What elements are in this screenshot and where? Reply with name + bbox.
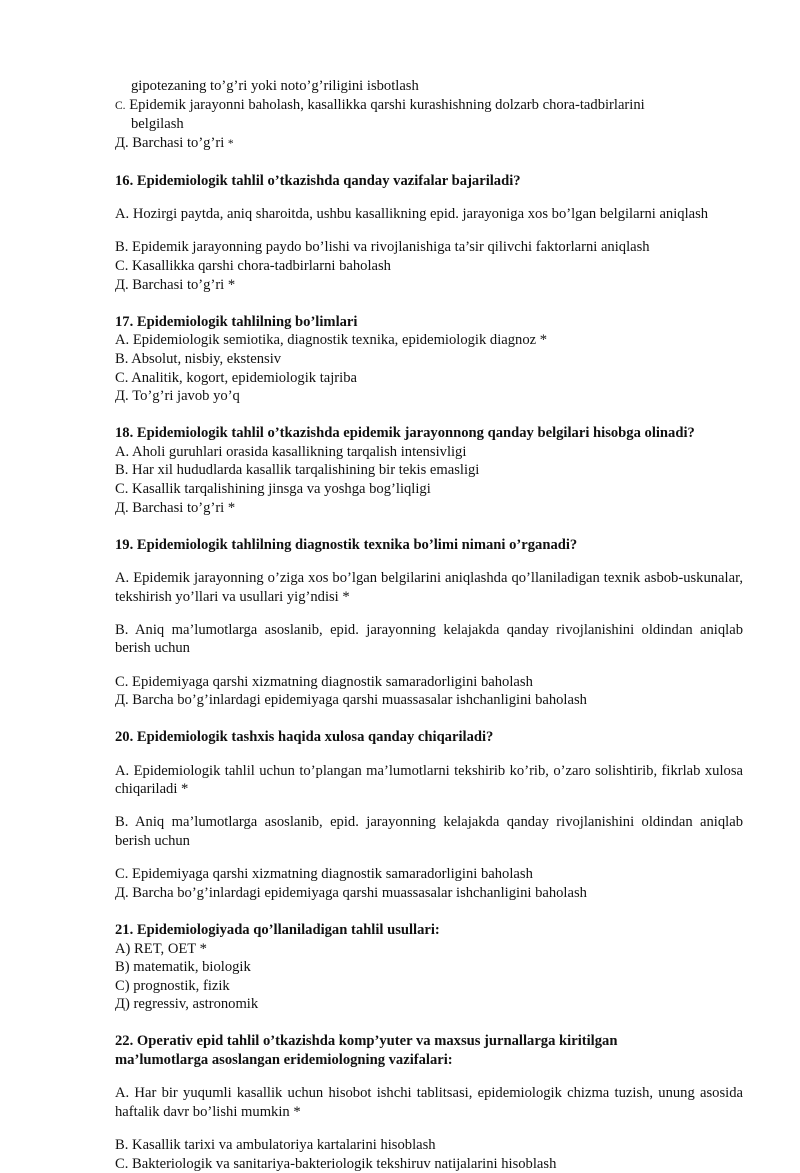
answer-b: B. Aniq ma’lumotlarga asoslanib, epid. jarayonning kelajakda qanday rivojlanishini oldindan aniqlab berish uchun (115, 814, 743, 849)
answer-c: C. Epidemiyaga qarshi xizmatning diagnostik samaradorligini baholash (115, 673, 533, 690)
answer-d: Д) regressiv, astronomik (115, 996, 259, 1013)
question-title: 20. Epidemiologik tashxis haqida xulosa qanday chiqariladi? (115, 729, 494, 746)
question-17 (115, 313, 743, 406)
spacer (115, 294, 743, 313)
answer-b: B. Kasallik tarixi va ambulatoriya kartalarini hisoblash (115, 1137, 436, 1154)
correct-mark: * (227, 137, 234, 150)
spacer (115, 153, 743, 172)
answer-d: Д. To’g’ri javob yo’q (115, 388, 240, 405)
answer-text: belgilash (131, 116, 184, 133)
question-19 (115, 536, 743, 710)
question-15-continuation (115, 77, 743, 153)
answer-b: B) matematik, biologik (115, 959, 251, 976)
answer-c (115, 96, 743, 116)
spacer (115, 902, 743, 921)
document-body (115, 77, 743, 1173)
answer-a: A. Epidemik jarayonning o’ziga xos bo’lgan belgilarini aniqlashda qo’llaniladigan texnik asbob-uskunalar, tekshirish yo’llari va usullari yig’ndisi * (115, 570, 743, 605)
answer-text: gipotezaning to’g’ri yoki noto’g’riligini isbotlash (131, 78, 419, 94)
answer-c: C. Kasallik tarqalishining jinsga va yoshga bog’liqligi (115, 481, 431, 498)
spacer (115, 517, 743, 536)
answer-a: A. Har bir yuqumli kasallik uchun hisobot ishchi tablitsasi, epidemiologik chizma tuzish, unung asosida haftalik davr bo’lishi mumkin * (115, 1085, 743, 1120)
answer-c: C. Analitik, kogort, epidemiologik tajriba (115, 369, 357, 386)
question-title: 16. Epidemiologik tahlil o’tkazishda qanday vazifalar bajariladi? (115, 172, 521, 189)
question-title: 19. Epidemiologik tahlilning diagnostik texnika bo’limi nimani o’rganadi? (115, 536, 578, 553)
question-title-cont: ma’lumotlarga asoslangan eridemiologning vazifalari: (115, 1052, 453, 1069)
answer-d: Д. Barcha bo’g’inlardagi epidemiyaga qarshi muassasalar ishchanligini baholash (115, 692, 587, 709)
answer-d: Д. Barcha bo’g’inlardagi epidemiyaga qarshi muassasalar ishchanligini baholash (115, 884, 587, 901)
answer-c: C. Kasallikka qarshi chora-tadbirlarni baholash (115, 257, 391, 274)
answer-a: A. Epidemiologik tahlil uchun to’plangan ma’lumotlarni tekshirib ko’rib, o’zaro solishtirib, fikrlab xulosa chiqariladi * (115, 762, 743, 798)
spacer (115, 406, 743, 425)
question-22 (115, 1032, 743, 1173)
answer-text: Epidemik jarayonni baholash, kasallikka qarshi kurashishning dolzarb chora-tadbirlarini (129, 96, 645, 113)
question-title: 21. Epidemiologiyada qo’llaniladigan tahlil usullari: (115, 921, 440, 938)
answer-a: A. Epidemiologik semiotika, diagnostik texnika, epidemiologik diagnoz * (115, 332, 548, 349)
question-16 (115, 172, 743, 294)
answer-b: B. Har xil hududlarda kasallik tarqalishining bir tekis emasligi (115, 462, 480, 479)
answer-b: B. Epidemik jarayonning paydo bo’lishi va rivojlanishiga ta’sir qilivchi faktorlarni aniqlash (115, 239, 650, 256)
answer-b: B. Aniq ma’lumotlarga asoslanib, epid. jarayonning kelajakda qanday rivojlanishini oldindan aniqlab berish uchun (115, 621, 743, 657)
answer-label: Д. (115, 134, 129, 151)
answer-c: C. Bakteriologik va sanitariya-bakteriologik tekshiruv natijalarini hisoblash (115, 1155, 557, 1172)
question-20 (115, 728, 743, 902)
question-18 (115, 424, 743, 517)
answer-c: C) prognostik, fizik (115, 977, 230, 994)
spacer (115, 1014, 743, 1033)
answer-label: C. (115, 99, 126, 112)
question-21 (115, 921, 743, 1014)
answer-d: Д. Barchasi to’g’ri * (115, 276, 236, 293)
answer-text: Barchasi to’g’ri (132, 134, 225, 151)
answer-a: A. Hozirgi paytda, aniq sharoitda, ushbu kasallikning epid. jarayoniga xos bo’lgan belgilarni aniqlash (115, 206, 709, 223)
answer-b: B. Absolut, nisbiy, ekstensiv (115, 350, 282, 367)
answer-a: A) RET, OET * (115, 940, 207, 957)
answer-c: C. Epidemiyaga qarshi xizmatning diagnostik samaradorligini baholash (115, 866, 533, 883)
spacer (115, 710, 743, 729)
question-title: 22. Operativ epid tahlil o’tkazishda komp’yuter va maxsus jurnallarga kiritilgan (115, 1033, 618, 1050)
answer-d (115, 134, 743, 154)
answer-a: A. Aholi guruhlari orasida kasallikning tarqalish intensivligi (115, 443, 467, 460)
question-title: 17. Epidemiologik tahlilning bo’limlari (115, 313, 358, 330)
answer-d: Д. Barchasi to’g’ri * (115, 499, 236, 516)
question-title: 18. Epidemiologik tahlil o’tkazishda epidemik jarayonnong qanday belgilari hisobga olinadi? (115, 425, 695, 442)
